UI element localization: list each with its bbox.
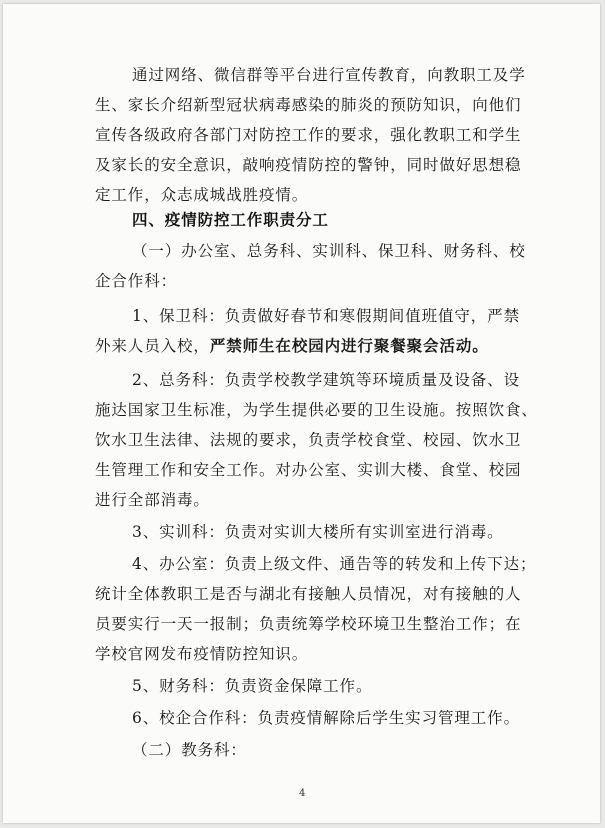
section-heading: 四、疫情防控工作职责分工 bbox=[132, 210, 329, 229]
paragraph-line: 生、家长介绍新型冠状病毒感染的肺炎的预防知识，向他们 bbox=[95, 96, 522, 114]
list-item-line: 饮水卫生法律、法规的要求，负责学校食堂、校园、饮水卫 bbox=[95, 431, 522, 449]
paragraph-line: 及家长的安全意识，敲响疫情防控的警钟，同时做好思想稳 bbox=[95, 156, 522, 174]
emphasis-text: 严禁师生在校园内进行聚餐聚会活动。 bbox=[209, 336, 489, 355]
list-item-line: 2、总务科：负责学校教学建筑等环境质量及设备、设 bbox=[132, 371, 520, 389]
subsection-line: （一）办公室、总务科、实训科、保卫科、财务科、校 bbox=[132, 242, 526, 260]
subsection-line: 企合作科： bbox=[95, 272, 178, 290]
list-item-line: 1、保卫科：负责做好春节和寒假期间值班值守，严禁 bbox=[132, 307, 520, 325]
list-item-line: 生管理工作和安全工作。对办公室、实训大楼、食堂、校园 bbox=[95, 461, 522, 479]
list-item-line: 6、校企合作科：负责疫情解除后学生实习管理工作。 bbox=[132, 709, 520, 727]
paragraph-line: 通过网络、微信群等平台进行宣传教育，向教职工及学 bbox=[132, 66, 526, 84]
page-number: 4 bbox=[299, 788, 306, 799]
list-item-line bbox=[95, 336, 489, 356]
subsection-line: （二）教务科： bbox=[132, 741, 247, 759]
document-body bbox=[3, 4, 600, 823]
list-item-line: 进行全部消毒。 bbox=[95, 491, 210, 509]
list-item-line: 统计全体教职工是否与湖北有接触人员情况，对有接触的人 bbox=[95, 585, 522, 603]
list-item-line: 员要实行一天一报制；负责统筹学校环境卫生整治工作；在 bbox=[95, 615, 522, 633]
list-item-line: 施达国家卫生标准，为学生提供必要的卫生设施。按照饮食、 bbox=[95, 401, 538, 419]
paragraph-line: 宣传各级政府各部门对防控工作的要求，强化教职工和学生 bbox=[95, 126, 522, 144]
document-page bbox=[3, 4, 600, 823]
list-item-line: 5、财务科：负责资金保障工作。 bbox=[132, 677, 373, 695]
list-item-line: 4、办公室：负责上级文件、通告等的转发和上传下达； bbox=[132, 555, 537, 573]
list-item-line: 3、实训科：负责对实训大楼所有实训室进行消毒。 bbox=[132, 523, 504, 541]
list-item-line: 学校官网发布疫情防控知识。 bbox=[95, 645, 309, 663]
list-item-text: 外来人员入校， bbox=[95, 337, 210, 355]
paragraph-line: 定工作，众志成城战胜疫情。 bbox=[95, 186, 309, 204]
